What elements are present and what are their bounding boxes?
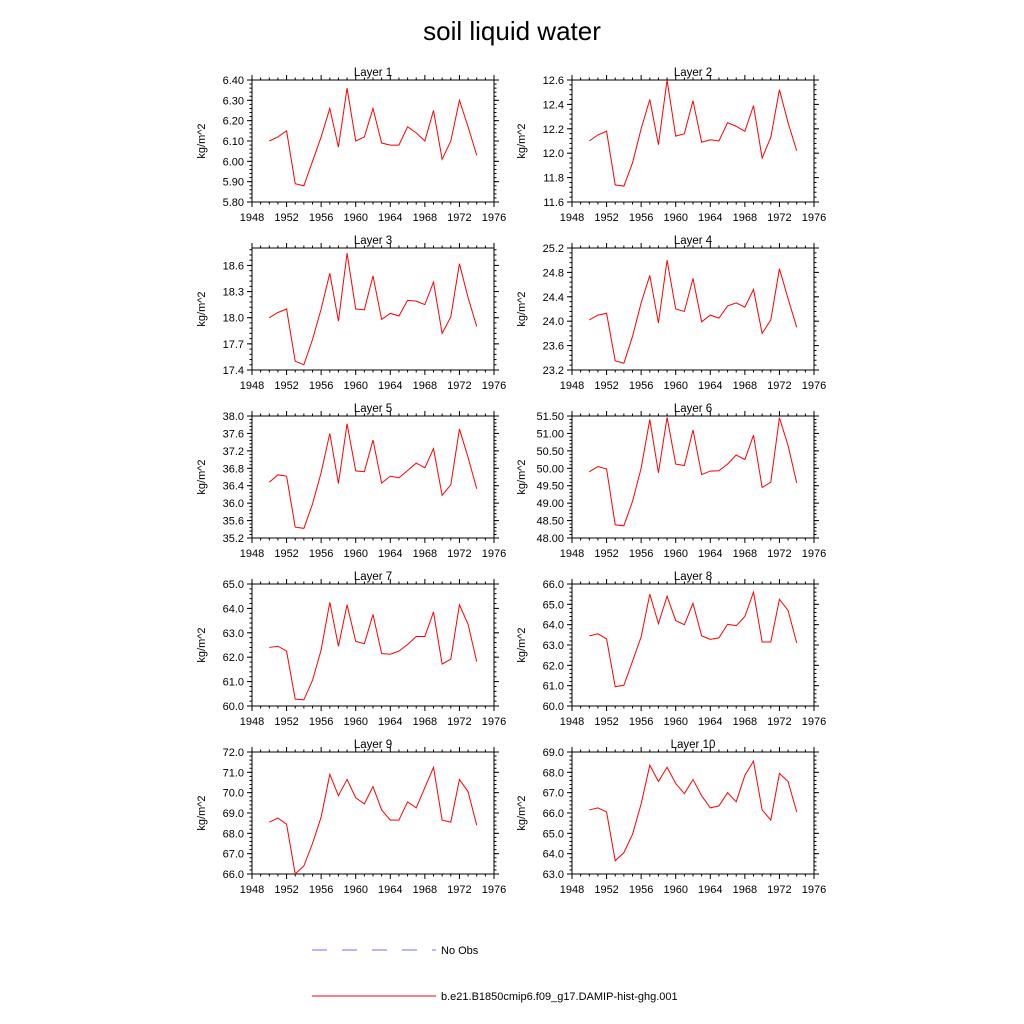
layer-8-xtick-label: 1972 <box>767 716 792 728</box>
layer-4-title: Layer 4 <box>673 235 713 247</box>
layer-8-series-line <box>589 592 796 687</box>
panels <box>196 67 826 896</box>
layer-1-xtick-label: 1968 <box>412 212 438 224</box>
layer-3-ytick-label: 18.6 <box>222 260 244 273</box>
layer-8-ytick-label: 60.0 <box>542 701 564 713</box>
layer-10-xtick-label: 1960 <box>663 884 688 896</box>
layer-7-xtick-label: 1968 <box>412 716 438 728</box>
layer-6-ytick-label: 50.50 <box>536 445 564 458</box>
layer-9-title: Layer 9 <box>353 739 393 751</box>
layer-8-ytick-label: 61.0 <box>542 680 564 693</box>
layer-9-ytick-label: 66.0 <box>222 869 244 881</box>
layer-3-xtick-label: 1952 <box>274 380 299 392</box>
layer-8-ylabel: kg/m^2 <box>516 627 528 663</box>
layer-10-title: Layer 10 <box>670 739 716 751</box>
layer-1-ytick-label: 6.30 <box>222 95 244 108</box>
layer-3-title: Layer 3 <box>353 235 393 247</box>
layer-5-xtick-label: 1968 <box>412 548 438 560</box>
layer-1-xtick-label: 1952 <box>274 212 299 224</box>
layer-1-ytick-label: 6.40 <box>222 75 244 87</box>
figure-title: soil liquid water <box>423 16 601 46</box>
layer-10-xtick-label: 1956 <box>628 884 654 896</box>
layer-4-plot-frame <box>572 248 814 370</box>
layer-8-xtick-label: 1952 <box>594 716 619 728</box>
layer-6-xtick-label: 1976 <box>801 548 827 560</box>
layer-4-xtick-label: 1968 <box>732 380 758 392</box>
layer-10-xtick-label: 1948 <box>559 884 585 896</box>
layer-8-ytick-label: 66.0 <box>542 579 564 591</box>
layer-10-ylabel: kg/m^2 <box>516 795 528 831</box>
layer-4-series-line <box>589 260 796 363</box>
layer-2-ylabel: kg/m^2 <box>516 123 528 159</box>
legend-no-obs-label: No Obs <box>441 945 479 957</box>
layer-7-title: Layer 7 <box>353 571 393 583</box>
layer-5-xtick-label: 1964 <box>378 548 403 560</box>
layer-3-xtick-label: 1968 <box>412 380 438 392</box>
layer-5-ytick-label: 36.0 <box>222 498 244 511</box>
layer-10-ytick-label: 68.0 <box>542 767 564 780</box>
layer-2-title: Layer 2 <box>673 67 713 79</box>
layer-9-ytick-label: 72.0 <box>222 747 244 759</box>
layer-6-panel <box>516 403 826 560</box>
layer-6-ytick-label: 48.00 <box>536 533 564 545</box>
layer-9-ytick-label: 70.0 <box>222 787 244 800</box>
layer-5-title: Layer 5 <box>353 403 393 415</box>
layer-10-ytick-label: 64.0 <box>542 848 564 861</box>
layer-8-xtick-label: 1964 <box>698 716 723 728</box>
layer-5-xtick-label: 1976 <box>481 548 507 560</box>
layer-8-xtick-label: 1960 <box>663 716 688 728</box>
layer-9-ytick-label: 67.0 <box>222 848 244 861</box>
layer-9-plot-frame <box>252 752 494 874</box>
layer-4-ytick-label: 24.0 <box>542 316 564 329</box>
layer-7-ytick-label: 63.0 <box>222 627 244 640</box>
layer-2-xtick-label: 1960 <box>663 212 688 224</box>
layer-6-xtick-label: 1972 <box>767 548 792 560</box>
layer-1-xtick-label: 1972 <box>447 212 472 224</box>
layer-2-ytick-label: 12.2 <box>542 123 564 136</box>
layer-4-ytick-label: 25.2 <box>542 243 564 255</box>
layer-10-ytick-label: 63.0 <box>542 869 564 881</box>
layer-10-ytick-label: 65.0 <box>542 828 564 841</box>
layer-7-ytick-label: 64.0 <box>222 603 244 616</box>
layer-7-xtick-label: 1972 <box>447 716 472 728</box>
layer-7-xtick-label: 1948 <box>239 716 265 728</box>
layer-6-xtick-label: 1952 <box>594 548 619 560</box>
layer-9-ylabel: kg/m^2 <box>196 795 208 831</box>
layer-6-series-line <box>589 417 796 525</box>
layer-7-xtick-label: 1952 <box>274 716 299 728</box>
layer-5-series-line <box>269 424 476 529</box>
layer-5-plot-frame <box>252 416 494 538</box>
layer-3-ytick-label: 18.3 <box>222 286 244 299</box>
layer-5-xtick-label: 1952 <box>274 548 299 560</box>
layer-1-ylabel: kg/m^2 <box>196 123 208 159</box>
layer-9-xtick-label: 1976 <box>481 884 507 896</box>
layer-1-panel <box>196 67 506 224</box>
layer-6-ytick-label: 50.00 <box>536 463 564 476</box>
layer-8-panel <box>516 571 826 728</box>
layer-5-ytick-label: 37.6 <box>222 428 244 441</box>
layer-9-xtick-label: 1964 <box>378 884 403 896</box>
layer-10-plot-frame <box>572 752 814 874</box>
layer-6-ytick-label: 49.50 <box>536 480 564 493</box>
layer-2-ytick-label: 11.6 <box>543 197 564 209</box>
layer-1-title: Layer 1 <box>353 67 393 79</box>
layer-7-xtick-label: 1976 <box>481 716 507 728</box>
layer-3-xtick-label: 1972 <box>447 380 472 392</box>
layer-1-ytick-label: 5.80 <box>222 197 244 209</box>
layer-7-plot-frame <box>252 584 494 706</box>
layer-5-panel <box>196 403 506 560</box>
layer-4-ytick-label: 24.4 <box>542 291 564 304</box>
layer-3-xtick-label: 1964 <box>378 380 403 392</box>
layer-3-ylabel: kg/m^2 <box>196 291 208 327</box>
layer-6-title: Layer 6 <box>673 403 713 415</box>
layer-6-ylabel: kg/m^2 <box>516 459 528 495</box>
layer-10-series-line <box>589 761 796 861</box>
layer-5-ytick-label: 35.2 <box>222 533 244 545</box>
layer-10-ytick-label: 66.0 <box>542 808 564 820</box>
layer-1-ytick-label: 6.10 <box>222 136 244 148</box>
layer-4-xtick-label: 1972 <box>767 380 792 392</box>
layer-5-xtick-label: 1956 <box>308 548 334 560</box>
layer-7-xtick-label: 1960 <box>343 716 368 728</box>
layer-3-plot-frame <box>252 248 494 370</box>
layer-7-ytick-label: 62.0 <box>222 652 244 665</box>
layer-4-xtick-label: 1956 <box>628 380 654 392</box>
layer-7-panel <box>196 571 506 728</box>
layer-4-panel <box>516 235 826 392</box>
layer-9-ytick-label: 71.0 <box>222 767 244 780</box>
layer-9-xtick-label: 1952 <box>274 884 299 896</box>
layer-4-xtick-label: 1948 <box>559 380 585 392</box>
layer-4-xtick-label: 1976 <box>801 380 827 392</box>
layer-9-series-line <box>269 767 476 874</box>
layer-9-panel <box>196 739 506 896</box>
legend-model-label: b.e21.B1850cmip6.f09_g17.DAMIP-hist-ghg.001 <box>441 991 678 1003</box>
layer-6-xtick-label: 1960 <box>663 548 688 560</box>
layer-5-ylabel: kg/m^2 <box>196 459 208 495</box>
layer-1-ytick-label: 6.20 <box>222 115 244 128</box>
layer-1-xtick-label: 1964 <box>378 212 403 224</box>
layer-2-xtick-label: 1972 <box>767 212 792 224</box>
layer-2-xtick-label: 1956 <box>628 212 654 224</box>
legend <box>312 945 678 1003</box>
layer-3-xtick-label: 1956 <box>308 380 334 392</box>
layer-2-ytick-label: 12.6 <box>542 75 564 87</box>
layer-2-ytick-label: 12.4 <box>542 99 564 112</box>
layer-9-xtick-label: 1968 <box>412 884 438 896</box>
layer-1-xtick-label: 1956 <box>308 212 334 224</box>
layer-2-ytick-label: 11.8 <box>543 172 564 185</box>
layer-7-ytick-label: 65.0 <box>222 579 244 591</box>
layer-3-ytick-label: 17.7 <box>222 338 244 351</box>
layer-3-ytick-label: 17.4 <box>222 365 244 377</box>
layer-6-xtick-label: 1964 <box>698 548 723 560</box>
layer-5-ytick-label: 36.8 <box>222 463 244 476</box>
layer-1-ytick-label: 5.90 <box>222 176 244 189</box>
layer-1-series-line <box>269 88 476 186</box>
layer-9-xtick-label: 1960 <box>343 884 368 896</box>
layer-9-xtick-label: 1972 <box>447 884 472 896</box>
layer-5-xtick-label: 1948 <box>239 548 265 560</box>
layer-10-xtick-label: 1968 <box>732 884 758 896</box>
layer-10-xtick-label: 1976 <box>801 884 827 896</box>
layer-6-xtick-label: 1956 <box>628 548 654 560</box>
layer-5-xtick-label: 1960 <box>343 548 368 560</box>
layer-7-ylabel: kg/m^2 <box>196 627 208 663</box>
layer-7-ytick-label: 60.0 <box>222 701 244 713</box>
layer-8-xtick-label: 1976 <box>801 716 827 728</box>
layer-1-xtick-label: 1948 <box>239 212 265 224</box>
layer-8-xtick-label: 1956 <box>628 716 654 728</box>
layer-10-xtick-label: 1972 <box>767 884 792 896</box>
layer-9-xtick-label: 1956 <box>308 884 334 896</box>
layer-1-ytick-label: 6.00 <box>222 156 244 169</box>
layer-4-xtick-label: 1960 <box>663 380 688 392</box>
layer-8-ytick-label: 65.0 <box>542 599 564 612</box>
layer-6-ytick-label: 49.00 <box>536 498 564 511</box>
layer-2-series-line <box>589 80 796 186</box>
layer-4-xtick-label: 1952 <box>594 380 619 392</box>
layer-6-ytick-label: 51.50 <box>536 411 564 423</box>
layer-9-ytick-label: 68.0 <box>222 828 244 841</box>
layer-10-ytick-label: 67.0 <box>542 787 564 800</box>
layer-3-ytick-label: 18.0 <box>222 312 244 325</box>
layer-6-xtick-label: 1968 <box>732 548 758 560</box>
layer-10-xtick-label: 1952 <box>594 884 619 896</box>
layer-7-ytick-label: 61.0 <box>222 676 244 689</box>
layer-2-xtick-label: 1948 <box>559 212 585 224</box>
layer-5-ytick-label: 35.6 <box>222 515 244 528</box>
layer-4-xtick-label: 1964 <box>698 380 723 392</box>
layer-3-xtick-label: 1976 <box>481 380 507 392</box>
layer-4-ytick-label: 23.6 <box>542 340 564 353</box>
layer-8-ytick-label: 64.0 <box>542 619 564 632</box>
layer-2-ytick-label: 12.0 <box>542 148 564 161</box>
layer-5-ytick-label: 37.2 <box>222 445 244 458</box>
layer-3-xtick-label: 1948 <box>239 380 265 392</box>
layer-8-ytick-label: 63.0 <box>542 640 564 652</box>
layer-8-xtick-label: 1948 <box>559 716 585 728</box>
layer-2-panel <box>516 67 826 224</box>
layer-4-ylabel: kg/m^2 <box>516 291 528 327</box>
layer-7-xtick-label: 1956 <box>308 716 334 728</box>
layer-9-ytick-label: 69.0 <box>222 808 244 820</box>
layer-3-xtick-label: 1960 <box>343 380 368 392</box>
layer-1-xtick-label: 1960 <box>343 212 368 224</box>
layer-2-xtick-label: 1964 <box>698 212 723 224</box>
layer-8-ytick-label: 62.0 <box>542 660 564 673</box>
layer-6-ytick-label: 51.00 <box>536 428 564 441</box>
layer-3-series-line <box>269 253 476 365</box>
layer-5-xtick-label: 1972 <box>447 548 472 560</box>
layer-8-title: Layer 8 <box>673 571 713 583</box>
layer-5-ytick-label: 38.0 <box>222 411 244 423</box>
layer-8-xtick-label: 1968 <box>732 716 758 728</box>
layer-10-xtick-label: 1964 <box>698 884 723 896</box>
layer-4-ytick-label: 23.2 <box>542 365 564 377</box>
layer-7-series-line <box>269 602 476 700</box>
layer-9-xtick-label: 1948 <box>239 884 265 896</box>
layer-6-ytick-label: 48.50 <box>536 515 564 528</box>
layer-4-ytick-label: 24.8 <box>542 267 564 280</box>
layer-10-ytick-label: 69.0 <box>542 747 564 759</box>
layer-2-xtick-label: 1968 <box>732 212 758 224</box>
layer-2-xtick-label: 1952 <box>594 212 619 224</box>
layer-2-xtick-label: 1976 <box>801 212 827 224</box>
layer-7-xtick-label: 1964 <box>378 716 403 728</box>
layer-5-ytick-label: 36.4 <box>222 480 244 493</box>
layer-10-panel <box>516 739 826 896</box>
layer-6-xtick-label: 1948 <box>559 548 585 560</box>
layer-1-xtick-label: 1976 <box>481 212 507 224</box>
layer-3-panel <box>196 235 506 392</box>
